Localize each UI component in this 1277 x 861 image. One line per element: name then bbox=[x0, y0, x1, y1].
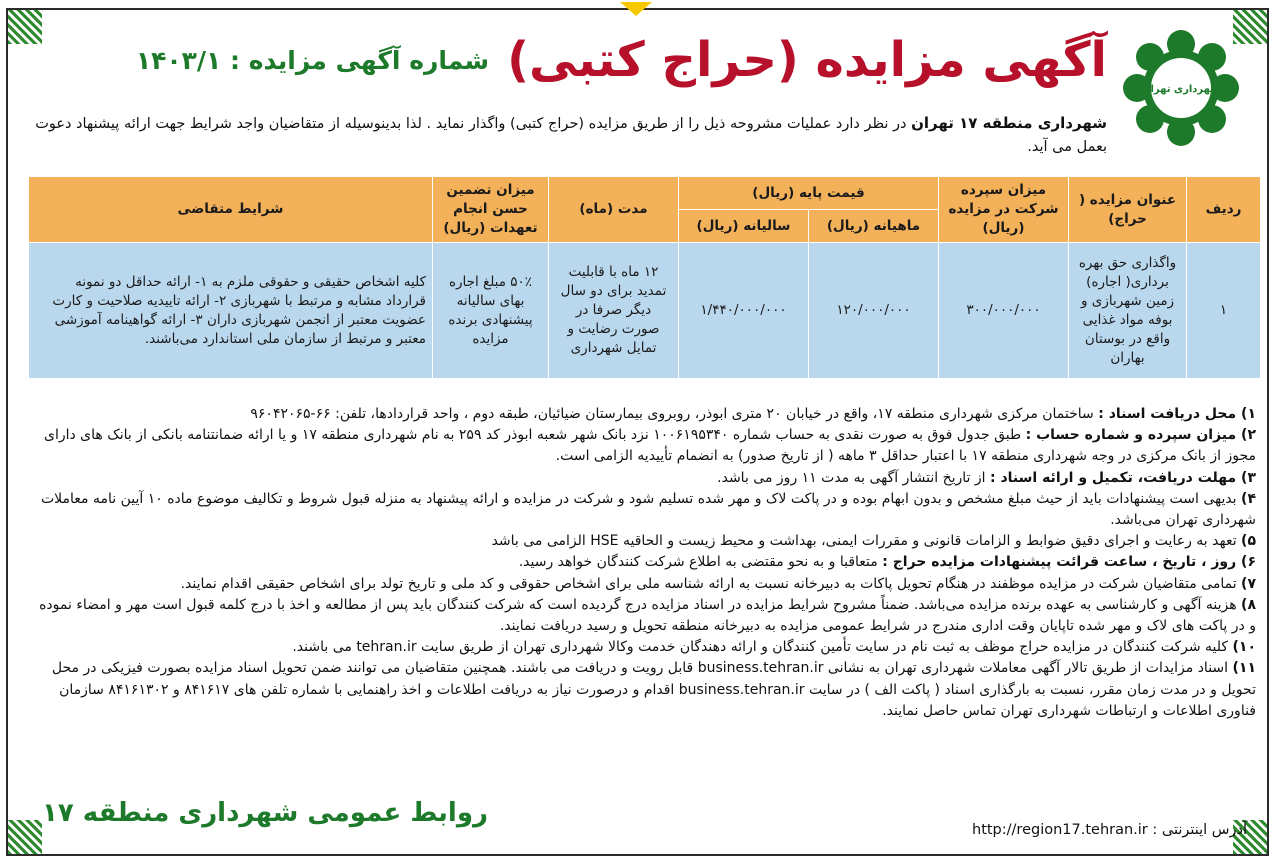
table-header-row bbox=[29, 177, 1261, 210]
cell-guarantee: ۵۰٪ مبلغ اجاره بهای سالیانه پیشنهادی برنده مزایده bbox=[433, 243, 549, 379]
website-link[interactable]: http://region17.tehran.ir bbox=[972, 822, 1148, 838]
header-base-price: قیمت پایه (ریال) bbox=[679, 177, 939, 210]
terms-list bbox=[34, 404, 1256, 722]
header bbox=[135, 26, 1107, 94]
list-item: ۶) روز ، تاریخ ، ساعت قرائت پیشنهادات مزایده حراج : متعاقبا و به نحو مقتضی به اطلاع شرکت کنندگان خواهد رسید. bbox=[518, 554, 1256, 571]
list-item: ۴) بدیهی است پیشنهادات باید از حیث مبلغ مشخص و بدون ابهام بوده و در پاکت لاک و مهر شده تسلیم شود و شرکت در مزایده و ارائه پیشنهاد به منزله قبول شروط و تکالیف موضوع ماده ۱۰ آیین نامه معاملات شهرداری تهران می‌باشد. bbox=[40, 490, 1256, 529]
website-label: آدرس اینترنتی : bbox=[1152, 822, 1247, 838]
top-pointer-icon bbox=[620, 2, 652, 16]
header-monthly: ماهیانه (ریال) bbox=[809, 210, 939, 243]
list-item: ۵) تعهد به رعایت و اجرای دقیق ضوابط و الزامات قانونی و مقررات ایمنی، بهداشت و محیط زیست و الحاقیه HSE الزامی می باشد bbox=[491, 533, 1256, 550]
list-item: ۲) میزان سپرده و شماره حساب : طبق جدول فوق به صورت نقدی به حساب شماره ۱۰۰۶۱۹۵۳۴۰ نزد بانک شهر شعبه ابوذر کد ۲۵۹ به نام شهرداری منطقه ۱۷ و یا ارائه ضمانتنامه بانکی از بانک های دارای مجوز از بانک مرکزی در وجه شهرداری منطقه ۱۷ با اعتبار حداقل ۳ ماهه ( از تاریخ صدور) به انضمام تأییدیه الزامی است. bbox=[44, 427, 1256, 465]
auction-table bbox=[28, 176, 1261, 379]
cell-title: واگذاری حق بهره برداری( اجاره) زمین شهربازی و بوفه مواد غذایی واقع در بوستان بهاران bbox=[1069, 243, 1187, 379]
intro-text: در نظر دارد عملیات مشروحه ذیل را از طریق مزایده (حراج کتبی) واگذار نماید . لذا بدینوسیله از متقاضیان واجد شرایط جهت ارائه پیشنهاد دعوت بعمل می آید. bbox=[35, 116, 1107, 155]
cell-conditions: کلیه اشخاص حقیقی و حقوقی ملزم به ۱- ارائه حداقل دو نمونه قرارداد مشابه و مرتبط با شهربازی ۲- ارائه تاییدیه صلاحیت و کارت عضویت معتبر از انجمن شهربازی داران ۳- ارائه گواهینامه آموزشی معتبر و مرتبط از سازمان ملی استاندارد می‌باشند. bbox=[29, 243, 433, 379]
header-guarantee: میزان تضمین حسن انجام تعهدات (ریال) bbox=[433, 177, 549, 243]
list-item: ۷) تمامی متقاضیان شرکت در مزایده موظفند در هنگام تحویل پاکات به دبیرخانه نسبت به ارائه شناسه ملی برای اشخاص حقوقی و کد ملی و تاریخ تولد برای اشخاص حقیقی اقدام نمایند. bbox=[180, 575, 1256, 592]
logo-text: شهرداری تهران bbox=[1141, 84, 1221, 95]
corner-ornament bbox=[8, 10, 42, 44]
cell-annual: ۱/۴۴۰/۰۰۰/۰۰۰ bbox=[679, 243, 809, 379]
cell-duration: ۱۲ ماه با قابلیت تمدید برای دو سال دیگر صرفا در صورت رضایت و تمایل شهرداری bbox=[549, 243, 679, 379]
cell-monthly: ۱۲۰/۰۰۰/۰۰۰ bbox=[809, 243, 939, 379]
ad-title: آگهی مزایده (حراج کتبی) bbox=[507, 32, 1107, 88]
intro-org: شهرداری منطقه ۱۷ تهران bbox=[911, 114, 1107, 132]
header-conditions: شرایط متقاضی bbox=[29, 177, 433, 243]
intro-paragraph bbox=[27, 112, 1107, 159]
corner-ornament bbox=[8, 820, 42, 854]
header-title: عنوان مزایده ( حراج) bbox=[1069, 177, 1187, 243]
cell-row-number: ۱ bbox=[1187, 243, 1261, 379]
website-address bbox=[972, 822, 1247, 838]
header-duration: مدت (ماه) bbox=[549, 177, 679, 243]
tehran-municipality-logo-icon bbox=[1121, 28, 1241, 148]
cell-deposit: ۳۰۰/۰۰۰/۰۰۰ bbox=[939, 243, 1069, 379]
list-item: ۱۱) اسناد مزایدات از طریق تالار آگهی معاملات شهرداری تهران به نشانی business.tehran.ir قابل رویت و دریافت می باشند. همچنین متقاضیان می توانند ضمن تحویل اسناد مزایده بصورت فیزیکی در محل تحویل و در مدت زمان مقرر، نسبت به بارگذاری اسناد ( پاکت الف ) در سایت business.tehran.ir اقدام و درصورت نیاز به دریافت اطلاعات و اخذ راهنمایی با شماره تلفن های ۸۴۱۶۱۷ و ۸۴۱۶۱۳۰۲ سازمان فناوری اطلاعات و ارتباطات شهرداری تهران تماس حاصل نمایند. bbox=[51, 660, 1256, 719]
table-row bbox=[29, 243, 1261, 379]
list-item: ۱) محل دریافت اسناد : ساختمان مرکزی شهرداری منطقه ۱۷، واقع در خیابان ۲۰ متری ابوذر، روبروی بیمارستان ضیائیان، طبقه دوم ، واحد قراردادها، تلفن: ۶۶-۹۶۰۴۲۰۶۵ bbox=[250, 406, 1256, 422]
list-item: ۳) مهلت دریافت، تکمیل و ارائه اسناد : از تاریخ انتشار آگهی به مدت ۱۱ روز می باشد. bbox=[717, 469, 1256, 486]
footer-signature: روابط عمومی شهرداری منطقه ۱۷ bbox=[42, 798, 488, 828]
auction-number: شماره آگهی مزایده : ۱۴۰۳/۱ bbox=[135, 45, 490, 75]
header-row-number: ردیف bbox=[1187, 177, 1261, 243]
header-deposit: میزان سپرده شرکت در مزایده (ریال) bbox=[939, 177, 1069, 243]
header-annual: سالیانه (ریال) bbox=[679, 210, 809, 243]
list-item: ۱۰) کلیه شرکت کنندگان در مزایده حراج موظف به ثبت نام در سایت تأمین کنندگان و ارائه دهندگان خدمت وکالا شهرداری تهران از طریق سایت tehran.ir می باشند. bbox=[292, 639, 1256, 656]
list-item: ۸) هزینه آگهی و کارشناسی به عهده برنده مزایده می‌باشد. ضمناً مشروح شرایط مزایده در اسناد مزایده درج گردیده است که شرکت کنندگان باید پس از مطالعه و اخذ با درج کلمه قبول است مهر و امضاء نموده و در پاکت های لاک و مهر شده تاپایان وقت اداری مندرج در شرایط عمومی مزایده به دبیرخانه منطقه تحویل و رسید دریافت نمایند. bbox=[39, 596, 1256, 635]
